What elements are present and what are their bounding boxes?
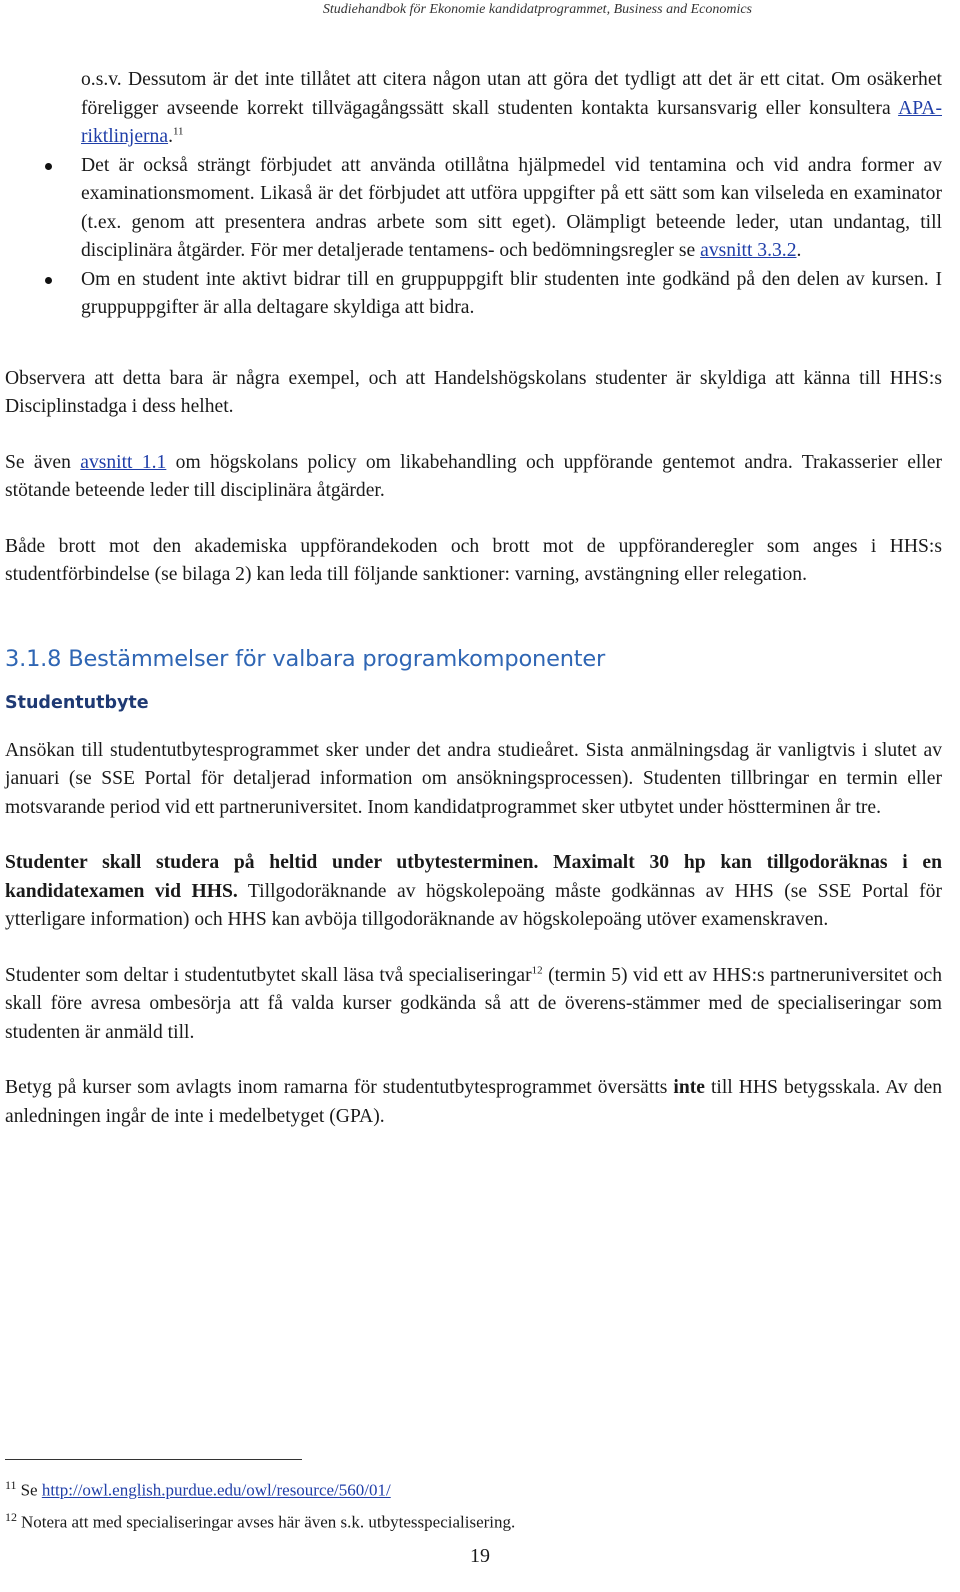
bullet-item-exam-aids <box>5 152 942 266</box>
section-1-1-link[interactable]: avsnitt 1.1 <box>80 451 167 473</box>
see-also-text: om högskolans policy om likabehandling och uppförande gentemot andra. Trakasserier eller stötande beteende leder till disciplinära åtgärder. <box>5 451 943 501</box>
paragraph-application: Ansökan till studentutbytesprogrammet sker under det andra studieåret. Sista anmälningsdag är vanligtvis i slutet av januari (se SSE Portal för detaljerad information om ansökningsprocessen). Studenten tillbringar en termin eller motsvarande period vid ett partneruniversitet. Inom kandidatprogrammet sker utbytet under höstterminen år tre. <box>5 739 942 818</box>
bullet-icon <box>45 163 52 170</box>
grades-bold-word: inte <box>673 1077 705 1098</box>
footnote-ref-12[interactable]: 12 <box>531 963 543 976</box>
fulltime-text: Tillgodoräknande av högskolepoäng måste godkännas av HHS (se SSE Portal för ytterligare information) och HHS kan avböja tillgodoräknande av högskolepoäng utöver examenskraven. <box>5 880 942 930</box>
specialisations-text-start: Studenter som deltar i studentutbytet skall läsa två specialiseringar <box>5 964 532 986</box>
footnote-ref-11[interactable]: 11 <box>172 125 184 138</box>
period: . <box>168 126 173 147</box>
section-3-3-2-link[interactable]: avsnitt 3.3.2 <box>700 240 797 261</box>
apa-guidelines-link[interactable]: APA-riktlinjerna <box>81 97 942 147</box>
footnote-number: 12 <box>5 1509 17 1524</box>
grades-text-start: Betyg på kurser som avlagts inom ramarna för studentutbytesprogrammet översätts <box>5 1077 674 1098</box>
paragraph-see-also <box>5 449 942 506</box>
page-number: 19 <box>470 1545 490 1567</box>
bullet-icon <box>45 277 52 284</box>
paragraph-examples: Observera att detta bara är några exempel, och att Handelshögskolans studenter är skyldiga att känna till HHS:s Disciplinstadga i dess helhet. <box>5 367 942 417</box>
subsection-heading: Studentutbyte <box>5 692 149 713</box>
section-heading: 3.1.8 Bestämmelser för valbara programkomponenter <box>5 645 606 672</box>
purdue-owl-link[interactable]: http://owl.english.purdue.edu/owl/resource/560/01/ <box>41 1480 391 1500</box>
paragraph-fulltime <box>5 849 942 935</box>
footnote-11 <box>5 1472 515 1504</box>
footnote-prefix: Se <box>20 1480 42 1500</box>
fulltime-bold-text: Studenter skall studera på heltid under utbytesterminen. Maximalt 30 hp kan tillgodoräknas i en kandidatexamen vid HHS. <box>5 852 942 902</box>
see-also-prefix: Se även <box>5 451 81 473</box>
period: . <box>796 240 802 261</box>
running-header: Studiehandbok för Ekonomie kandidatprogrammet, Business and Economics <box>322 2 752 17</box>
bullet-continuation <box>5 66 942 152</box>
footnotes <box>5 1472 515 1535</box>
footnote-divider <box>5 1459 302 1460</box>
page-body <box>5 66 942 1131</box>
footnote-12 <box>5 1504 515 1536</box>
specialisations-text-end: (termin 5) vid ett av HHS:s partneruniversitet och skall före avresa ombesörja att få valda kurser godkända så att de överens-stämmer med de specialiseringar som studenten är anmäld till. <box>5 964 942 1043</box>
bullet-item-group-work <box>5 266 942 323</box>
bullet-text: Det är också strängt förbjudet att använda otillåtna hjälpmedel vid tentamina och vid andra former av examinationsmoment. Likaså är det förbjudet att utföra uppgifter på ett sätt som kan vilseleda en examinator (t.ex. genom att presentera andras arbete som sitt eget). Olämpligt beteende leder, utan undantag, till disciplinära åtgärder. För mer detaljerade tentamens- och bedömningsregler se <box>81 154 942 261</box>
paragraph-specialisations <box>5 962 942 1048</box>
bullet-text: Om en student inte aktivt bidrar till en gruppuppgift blir studenten inte godkänd på den delen av kursen. I gruppuppgifter är alla deltagare skyldiga att bidra. <box>81 268 942 318</box>
footnote-number: 11 <box>5 1478 17 1492</box>
paragraph-sanctions: Både brott mot den akademiska uppförandekoden och brott mot de uppföranderegler som anges i HHS:s studentförbindelse (se bilaga 2) kan leda till följande sanktioner: varning, avstängning eller relegation. <box>5 535 942 585</box>
bullet-continuation-text: o.s.v. Dessutom är det inte tillåtet att citera någon utan att göra det tydligt att det är ett citat. Om osäkerhet föreligger avseende korrekt tillvägagångssätt skall studenten kontakta kursansvarig eller konsultera <box>81 69 942 119</box>
footnote-text: Notera att med specialiseringar avses här även s.k. utbytesspecialisering. <box>21 1512 516 1532</box>
grades-text-end: till HHS betygsskala. Av den anledningen ingår de inte i medelbetyget (GPA). <box>5 1077 942 1127</box>
paragraph-grades <box>5 1074 942 1131</box>
